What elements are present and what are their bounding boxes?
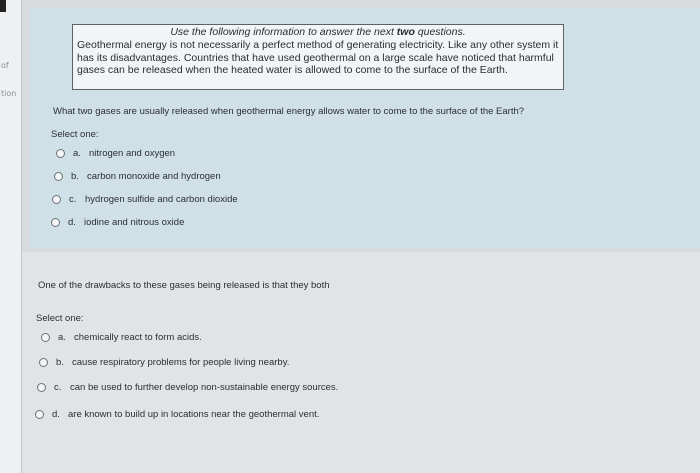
question-1-select-label: Select one: [51, 129, 99, 140]
option-letter: a. [73, 148, 81, 159]
option-text: can be used to further develop non-sustainable energy sources. [70, 382, 339, 393]
radio-button[interactable] [54, 172, 63, 181]
flag-icon [0, 0, 6, 12]
info-box [72, 24, 564, 90]
question-2-option-a[interactable] [41, 332, 202, 343]
option-text: cause respiratory problems for people living nearby. [72, 357, 290, 368]
option-text: carbon monoxide and hydrogen [87, 171, 221, 182]
radio-button[interactable] [56, 149, 65, 158]
question-1-prompt: What two gases are usually released when geothermal energy allows water to come to the surface of the Earth? [53, 106, 525, 117]
option-text: iodine and nitrous oxide [84, 217, 185, 228]
option-text: are known to build up in locations near the geothermal vent. [68, 409, 320, 420]
radio-button[interactable] [41, 333, 50, 342]
radio-button[interactable] [52, 195, 61, 204]
sidebar-text-1: of [1, 61, 9, 70]
question-2-option-d[interactable] [35, 409, 319, 420]
sidebar-text-2: tion [1, 89, 17, 98]
question-1-option-a[interactable] [56, 148, 175, 159]
radio-button[interactable] [51, 218, 60, 227]
question-1-option-b[interactable] [54, 171, 221, 182]
option-text: chemically react to form acids. [74, 332, 202, 343]
option-letter: c. [69, 194, 77, 205]
question-1-option-c[interactable] [52, 194, 238, 205]
option-text: nitrogen and oxygen [89, 148, 176, 159]
info-box-heading: Use the following information to answer the next two questions. [170, 26, 466, 38]
option-letter: c. [54, 382, 62, 393]
question-2-option-c[interactable] [37, 382, 338, 393]
option-letter: a. [58, 332, 66, 343]
question-2-prompt: One of the drawbacks to these gases being released is that they both [38, 280, 330, 291]
option-letter: d. [68, 217, 76, 228]
option-text: hydrogen sulfide and carbon dioxide [85, 194, 238, 205]
option-letter: b. [56, 357, 64, 368]
option-letter: b. [71, 171, 79, 182]
left-navigation-strip [0, 0, 22, 473]
question-2-select-label: Select one: [36, 313, 84, 324]
option-letter: d. [52, 409, 60, 420]
question-2-option-b[interactable] [39, 357, 289, 368]
radio-button[interactable] [39, 358, 48, 367]
info-box-body: Geothermal energy is not necessarily a perfect method of generating electricity. Like any other system it has its disadvantages. Countries that have used geothermal on a large scale have noticed that harmful gases can be released when the heated water is allowed to come to the surface of the Earth. [77, 38, 559, 77]
radio-button[interactable] [37, 383, 46, 392]
question-1-option-d[interactable] [51, 217, 184, 228]
radio-button[interactable] [35, 410, 44, 419]
